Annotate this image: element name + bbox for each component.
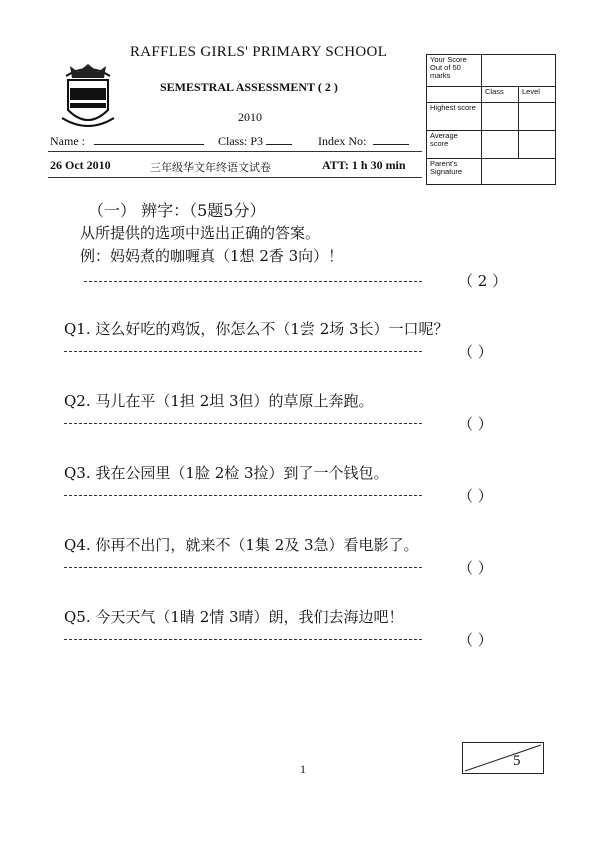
question-4-text: Q4. 你再不出门，就来不（1集 2及 3急）看电影了。 [64,536,419,554]
parent-signature-label: Parent's Signature [427,159,482,185]
question-4-answer-line[interactable] [64,567,422,568]
header-rule-top [48,151,422,152]
highest-score-label: Highest score [427,103,482,131]
level-col-header: Level [519,87,556,103]
question-2-answer-box[interactable]: （ ） [458,415,493,433]
header-rule-bottom [48,177,422,178]
assessment-year: 2010 [238,110,262,124]
question-1-answer-line[interactable] [64,351,422,352]
question-2-text: Q2. 马儿在平（1担 2坦 3但）的草原上奔跑。 [64,392,374,410]
name-field [50,134,204,149]
your-score-box [482,55,556,87]
question-1-text: Q1. 这么好吃的鸡饭，你怎么不（1尝 2场 3长）一口呢？ [64,320,449,338]
page-number: 1 [300,762,306,776]
average-level-cell [519,131,556,159]
section-title: （一） 辨字：（5题5分） [88,201,266,220]
section-example: 例：妈妈煮的咖喱真（1想 2香 3向）！ [80,247,344,265]
marks-diagonal-line [463,743,543,773]
section-marks: 5 [513,753,521,769]
your-score-cell: Your Score Out of 50 marks [427,55,482,87]
average-score-label: Average score [427,131,482,159]
highest-class-cell [482,103,519,131]
example-answer: （ 2 ） [458,272,508,290]
index-field [318,134,409,149]
name-label: Name : [50,134,85,148]
question-3-answer-line[interactable] [64,495,422,496]
example-answer-line [84,281,422,282]
assessment-title: SEMESTRAL ASSESSMENT ( 2 ) [160,80,338,94]
question-1-answer-box[interactable]: （ ） [458,343,493,361]
name-blank [94,134,204,145]
class-blank [266,134,292,145]
question-5-answer-line[interactable] [64,639,422,640]
paper-title: 三年级华文年终语文试卷 [150,161,271,174]
class-col-header: Class [482,87,519,103]
parent-signature-box [482,159,556,185]
question-3-answer-box[interactable]: （ ） [458,487,493,505]
empty-cell [427,87,482,103]
question-5-answer-box[interactable]: （ ） [458,631,493,649]
average-class-cell [482,131,519,159]
section-marks-box [462,742,544,774]
section-instruction: 从所提供的选项中选出正确的答案。 [80,224,321,242]
question-2-answer-line[interactable] [64,423,422,424]
question-5-text: Q5. 今天天气（1睛 2情 3晴）朗，我们去海边吧！ [64,608,404,626]
score-table [426,54,556,185]
exam-duration: ATT: 1 h 30 min [322,158,406,172]
class-field [218,134,292,149]
index-label: Index No: [318,134,367,148]
index-blank [373,134,409,145]
question-4-answer-box[interactable]: （ ） [458,559,493,577]
school-name: RAFFLES GIRLS' PRIMARY SCHOOL [130,44,388,60]
exam-date: 26 Oct 2010 [50,158,111,172]
highest-level-cell [519,103,556,131]
question-3-text: Q3. 我在公园里（1脸 2检 3捡）到了一个钱包。 [64,464,389,482]
class-label: Class: P3 [218,134,264,148]
school-crest-logo [60,58,116,136]
